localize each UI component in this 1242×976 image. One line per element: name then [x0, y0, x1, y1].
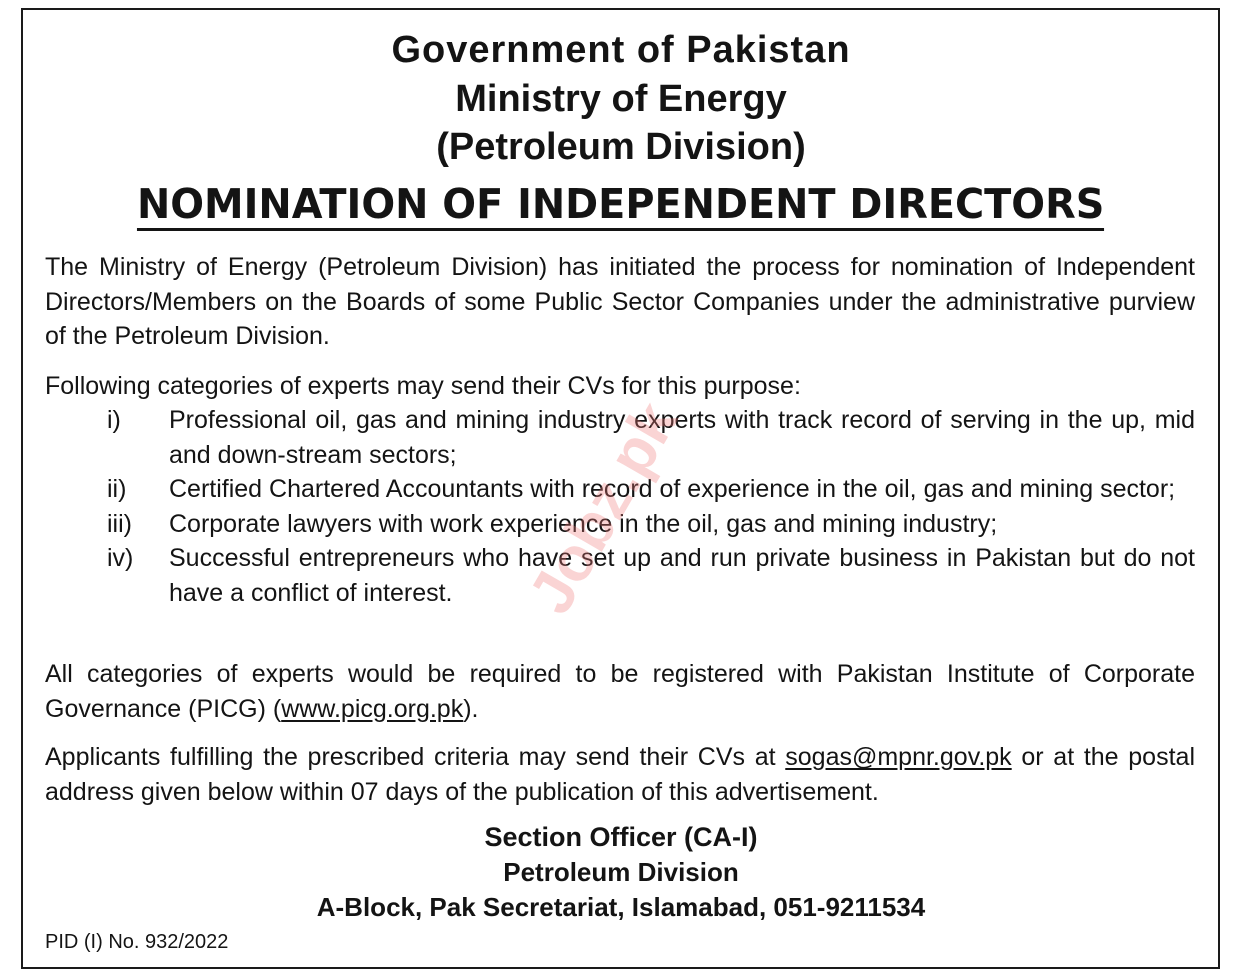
signature-officer: Section Officer (CA-I): [484, 822, 758, 852]
list-item-text: Certified Chartered Accountants with record of experience in the oil, gas and mining sector;: [169, 475, 1176, 503]
ministry-heading: Ministry of Energy: [455, 78, 787, 120]
list-item-text: Corporate lawyers with work experience in the oil, gas and mining industry;: [169, 509, 998, 538]
list-item-number: ii): [107, 475, 127, 503]
email-link[interactable]: sogas@mpnr.gov.pk: [785, 743, 1012, 771]
picg-website-link[interactable]: www.picg.org.pk: [281, 694, 464, 723]
list-item: [45, 507, 1195, 542]
list-item: [45, 541, 1195, 610]
list-item-number: iv): [107, 544, 134, 572]
registration-text: All categories of experts would be required to be registered with Pakistan Institute of Corporate Governance (PICG) (: [45, 660, 1195, 723]
intro-paragraph: The Ministry of Energy (Petroleum Division) has initiated the process for nomination of Independent Directors/Members on the Boards of some Public Sector Companies under the administrative purview of the Petroleum Division.: [45, 253, 1195, 350]
categories-intro: Following categories of experts may send their CVs for this purpose:: [45, 372, 801, 400]
apply-end: or at the postal address given below within 07 days of the publication of this advertisement.: [45, 743, 1195, 806]
list-item-text: Professional oil, gas and mining industry experts with track record of serving in the up, mid and down-stream sectors;: [169, 406, 1195, 469]
watermark-logo: Jobz.pk: [515, 390, 692, 625]
pid-number: PID (I) No. 932/2022: [45, 931, 229, 953]
list-item-text: Successful entrepreneurs who have set up and run private business in Pakistan but do not have a conflict of interest.: [169, 544, 1195, 607]
apply-text: Applicants fulfilling the prescribed criteria may send their CVs at: [45, 743, 786, 771]
division-heading: (Petroleum Division): [436, 126, 806, 168]
list-item: [45, 403, 1195, 472]
categories-list: [45, 403, 1195, 610]
apply-paragraph: [45, 740, 1195, 809]
list-item: [45, 472, 1195, 507]
registration-end: ).: [463, 694, 479, 723]
notice-title: NOMINATION OF INDEPENDENT DIRECTORS: [137, 184, 1104, 231]
registration-paragraph: [45, 657, 1195, 726]
signature-address: A-Block, Pak Secretariat, Islamabad, 051-9211534: [316, 892, 926, 922]
signature-division: Petroleum Division: [503, 857, 739, 887]
list-item-number: i): [107, 406, 121, 434]
government-heading: Government of Pakistan: [391, 29, 851, 71]
title-container: [0, 180, 1242, 231]
list-item-number: iii): [107, 509, 132, 538]
